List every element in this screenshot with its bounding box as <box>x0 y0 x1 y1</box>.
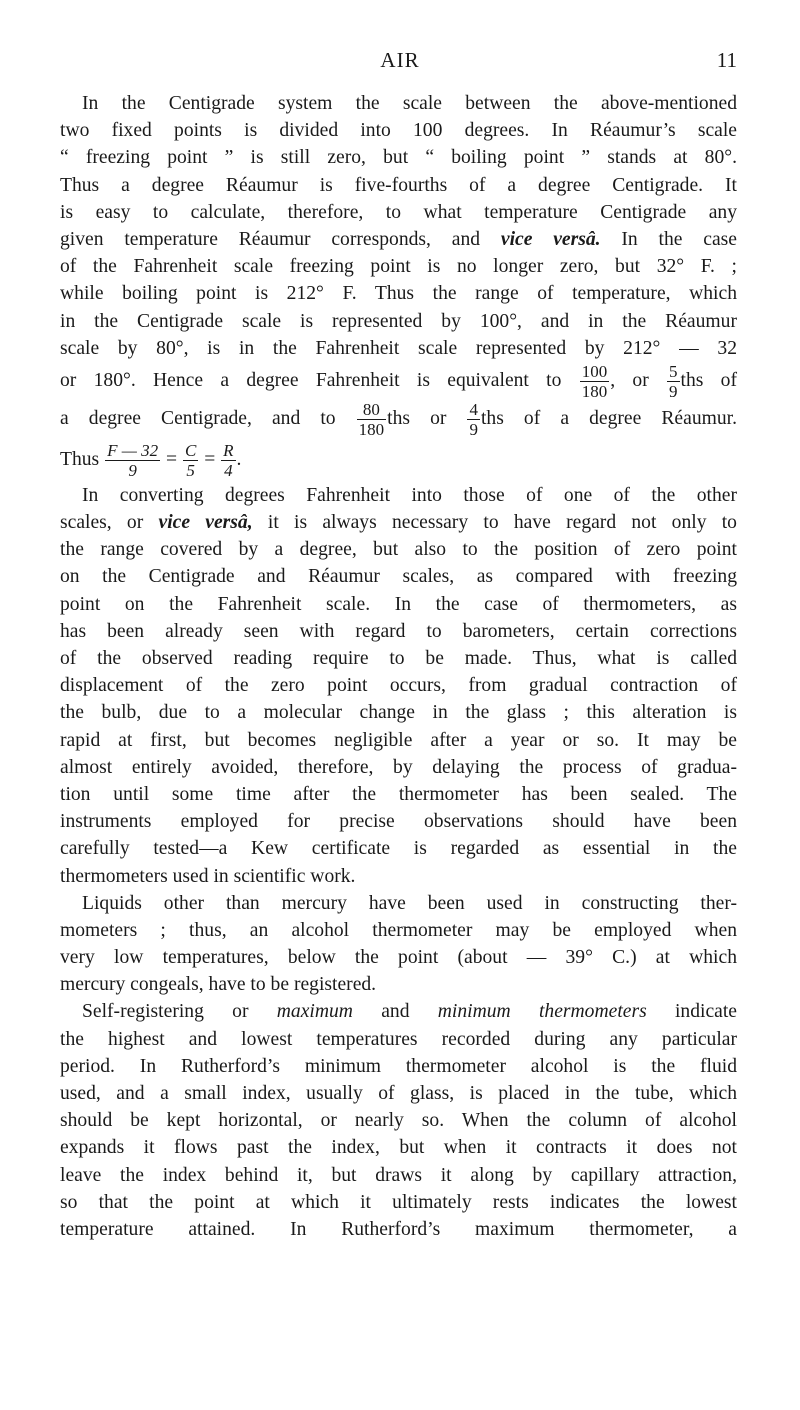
text-segment: and <box>352 1001 438 1023</box>
text-line: scale by 80°, is in the Fahrenheit scale represented by 212° — 32 <box>60 337 737 359</box>
text-line: tion until some time after the thermometer has been sealed. The <box>60 783 737 805</box>
text-line: the highest and lowest temperatures recorded during any particular <box>60 1028 737 1050</box>
text-segment: scales, or <box>60 512 159 534</box>
text-line: should be kept horizontal, or nearly so. When the column of alcohol <box>60 1110 737 1132</box>
running-title: AIR <box>380 48 420 72</box>
text-line: displacement of the zero point occurs, from gradual contraction of <box>60 675 737 697</box>
text-line: point on the Fahrenheit scale. In the case of thermometers, as <box>60 593 737 615</box>
fraction-denominator: 9 <box>669 381 678 401</box>
conversion-formula <box>60 438 737 482</box>
fraction-denominator: 9 <box>469 419 478 439</box>
emphasis-minimum-thermometers: minimum thermometers <box>437 1001 647 1023</box>
text-line: so that the point at which it ultimately rests indicates the lowest <box>60 1191 737 1213</box>
text-line: In converting degrees Fahrenheit into those of one of the other <box>82 484 737 506</box>
text-line: almost entirely avoided, therefore, by delaying the process of gradua- <box>60 756 737 778</box>
text-segment: indicate <box>646 1001 738 1023</box>
fraction <box>105 442 160 479</box>
text-line: rapid at first, but becomes negligible after a year or so. It may be <box>60 729 737 751</box>
text-segment: a degree Centigrade, and to <box>60 407 356 429</box>
paragraph-1 <box>60 90 737 482</box>
text-line: leave the index behind it, but draws it along by capillary attraction, <box>60 1164 737 1186</box>
fraction-numerator: F — 32 <box>107 440 159 460</box>
text-line: mercury congeals, have to be registered. <box>60 974 377 996</box>
text-line: carefully tested—a Kew certificate is regarded as essential in the <box>60 838 737 860</box>
text-line: expands it flows past the index, but when it contracts it does not <box>60 1137 737 1159</box>
text-line: on the Centigrade and Réaumur scales, as compared with freezing <box>60 566 737 588</box>
equals-sign: = <box>199 448 221 470</box>
text-line: Thus a degree Réaumur is five-fourths of a degree Centigrade. It <box>60 174 737 196</box>
equals-sign: = <box>161 448 182 470</box>
fraction-numerator: 80 <box>357 401 387 420</box>
fraction-denominator: 180 <box>358 419 385 439</box>
text-line <box>60 998 737 1025</box>
text-segment: ths or <box>387 407 467 429</box>
fraction-numerator: R <box>223 440 234 460</box>
text-segment: ths of <box>680 369 737 391</box>
text-line <box>60 509 737 536</box>
page-number: 11 <box>716 48 737 72</box>
fraction <box>183 442 198 479</box>
text-line: of the Fahrenheit scale freezing point is no longer zero, but 32° F. ; <box>60 256 737 278</box>
text-line: temperature attained. In Rutherford’s maximum thermometer, a <box>60 1218 737 1240</box>
paragraph-2 <box>60 482 737 890</box>
fraction-denominator: 180 <box>581 381 608 401</box>
text-line: instruments employed for precise observations should have been <box>60 811 737 833</box>
text-segment: or 180°. Hence a degree Fahrenheit is equivalent to <box>60 369 579 391</box>
fraction <box>467 401 480 438</box>
text-line: of the observed reading require to be made. Thus, what is called <box>60 648 737 669</box>
text-line: while boiling point is 212° F. Thus the range of temperature, which <box>60 283 737 305</box>
text-segment: , or <box>610 369 667 391</box>
fraction-numerator: 4 <box>469 399 478 419</box>
fraction-numerator: 5 <box>669 361 678 381</box>
body-text <box>60 90 737 1243</box>
fraction-denominator: 4 <box>224 460 233 480</box>
text-line: In the Centigrade system the scale between the above-mentioned <box>82 93 737 114</box>
text-line: Liquids other than mercury have been used in constructing ther- <box>82 892 737 914</box>
text-segment: it is always necessary to have regard not only to <box>252 512 737 534</box>
text-line: the bulb, due to a molecular change in the glass ; this alteration is <box>60 702 737 724</box>
fraction-numerator: C <box>184 440 197 460</box>
emphasis-vice-versa: vice versâ, <box>158 512 253 534</box>
text-line: period. In Rutherford’s minimum thermometer alcohol is the fluid <box>60 1055 737 1077</box>
fraction-denominator: 5 <box>186 460 195 480</box>
paragraph-4 <box>60 998 737 1243</box>
fraction <box>580 363 610 400</box>
text-line: used, and a small index, usually of glass, is placed in the tube, which <box>60 1083 737 1104</box>
text-line: has been already seen with regard to barometers, certain corrections <box>60 620 737 642</box>
text-line: in the Centigrade scale is represented by 100°, and in the Réaumur <box>60 310 737 332</box>
text-segment: In the case <box>600 228 738 250</box>
text-segment: given temperature Réaumur corresponds, and <box>60 228 481 250</box>
text-line: very low temperatures, below the point (about — 39° C.) at which <box>60 947 737 969</box>
text-line: mometers ; thus, an alcohol thermometer may be employed when <box>60 919 737 941</box>
fraction-denominator: 9 <box>128 460 137 480</box>
text-segment: . <box>236 448 242 470</box>
fraction-numerator: 100 <box>581 361 608 381</box>
paragraph-3 <box>60 890 737 999</box>
text-line: “ freezing point ” is still zero, but “ boiling point ” stands at 80°. <box>60 147 737 169</box>
fraction <box>667 363 680 400</box>
fraction <box>357 401 387 438</box>
text-line-with-fractions <box>60 362 737 400</box>
text-line: thermometers used in scientific work. <box>60 865 356 887</box>
fraction <box>221 442 235 479</box>
text-line <box>60 226 737 253</box>
running-head <box>0 48 800 78</box>
text-segment: ths of a degree Réaumur. <box>480 407 737 429</box>
text-line: is easy to calculate, therefore, to what temperature Centigrade any <box>60 201 737 223</box>
text-line-with-fractions <box>60 400 737 438</box>
emphasis-maximum: maximum <box>276 1001 353 1023</box>
text-segment: Thus <box>60 448 105 470</box>
emphasis-vice-versa: vice versâ. <box>500 228 601 250</box>
text-segment: Self-registering or <box>82 1001 277 1023</box>
text-line: two fixed points is divided into 100 degrees. In Réaumur’s scale <box>60 120 737 142</box>
text-line: the range covered by a degree, but also to the position of zero point <box>60 539 737 561</box>
